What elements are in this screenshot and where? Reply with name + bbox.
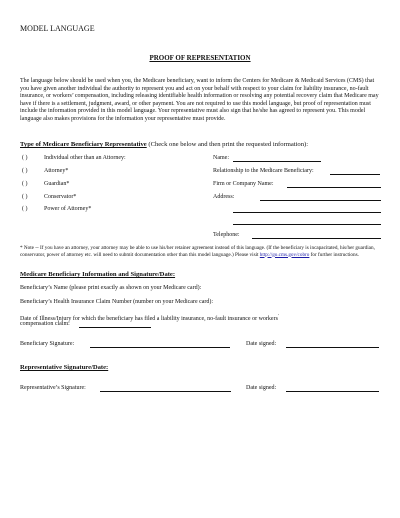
- address-field-line-3[interactable]: [233, 224, 381, 225]
- intro-paragraph: The language below should be used when you, the Medicare beneficiary, want to inform the Centers for Medicare & Medicaid Services (CMS) that you have given another individual the authority to represent you and act on your behalf with respect to your claim for liability insurance, no-fault insurance, or workers’ compensation, including releasing identifiable health information or resolving any potential recovery claim that Medicare may have if there is a settlement, judgment, award, or other payment. You are not required to use this model language, but proof of representation must include the information provided in this model language. Your representative must also sign that he/she has agreed to represent you. This model language also makes provisions for the information your representative must provide.: [20, 78, 379, 122]
- checkbox-guardian[interactable]: ( ): [22, 181, 28, 187]
- option-attorney: Attorney*: [44, 168, 69, 174]
- document-title: PROOF OF REPRESENTATION: [149, 54, 251, 62]
- representative-heading: Representative Signature/Date:: [20, 364, 109, 371]
- note-tail: for further instructions.: [309, 251, 359, 258]
- checkbox-attorney[interactable]: ( ): [22, 168, 28, 174]
- document-header: MODEL LANGUAGE: [20, 24, 95, 33]
- telephone-label: Telephone:: [213, 232, 240, 238]
- representative-date-field[interactable]: [286, 391, 379, 392]
- checkbox-power-of-attorney[interactable]: ( ): [22, 206, 28, 212]
- option-conservator: Conservator*: [44, 194, 77, 200]
- representative-signature-label: Representative’s Signature:: [20, 385, 86, 391]
- date-of-injury-field[interactable]: [79, 327, 151, 328]
- date-of-injury-text: Date of Illness/Injury for which the beneficiary has filed a liability insurance, no-fault insurance or workers: [20, 316, 278, 322]
- option-individual: Individual other than an Attorney:: [44, 155, 126, 161]
- name-field[interactable]: [233, 161, 321, 162]
- rep-type-heading: Type of Medicare Beneficiary Representative: [20, 141, 147, 148]
- address-label: Address:: [213, 194, 235, 200]
- checkbox-individual[interactable]: ( ): [22, 155, 28, 161]
- relationship-field[interactable]: [330, 174, 380, 175]
- attorney-note: [20, 245, 384, 258]
- name-label: Name:: [213, 155, 229, 161]
- address-field-line-1[interactable]: [260, 200, 381, 201]
- representative-signature-field[interactable]: [100, 391, 231, 392]
- telephone-field[interactable]: [252, 238, 381, 239]
- beneficiary-date-field[interactable]: [286, 347, 379, 348]
- beneficiary-signature-label: Beneficiary Signature:: [20, 341, 75, 347]
- date-of-injury-label-2: compensation claim:: [20, 321, 70, 327]
- option-guardian: Guardian*: [44, 181, 70, 187]
- beneficiary-section-heading: [20, 271, 175, 278]
- beneficiary-heading: Medicare Beneficiary Information and Signature/Date:: [20, 271, 176, 278]
- checkbox-conservator[interactable]: ( ): [22, 194, 28, 200]
- rep-type-instruction: (Check one below and then print the requested information):: [146, 141, 309, 148]
- note-text: * Note -- If you have an attorney, your attorney may be able to use his/her retainer agreement instead of this language. (If the beneficiary is incapacitated, his/her guardian, conservator, power of attorney etc. will need to submit documentation other than this model language.) Please visit: [20, 245, 375, 258]
- representative-date-label: Date signed:: [246, 385, 277, 391]
- option-power-of-attorney: Power of Attorney*: [44, 206, 92, 212]
- address-field-line-2[interactable]: [233, 212, 381, 213]
- firm-label: Firm or Company Name:: [213, 181, 274, 187]
- beneficiary-name-label: Beneficiary’s Name (please print exactly as shown on your Medicare card):: [20, 285, 202, 291]
- date-of-injury-sup: ’: [277, 313, 280, 318]
- cobro-link[interactable]: http://go.cms.gov/cobro: [259, 251, 310, 258]
- firm-field[interactable]: [287, 187, 381, 188]
- relationship-label: Relationship to the Medicare Beneficiary:: [213, 168, 314, 174]
- beneficiary-signature-field[interactable]: [90, 347, 230, 348]
- beneficiary-date-label: Date signed:: [246, 341, 277, 347]
- rep-type-section-heading: [20, 141, 308, 148]
- beneficiary-hicn-label: Beneficiary’s Health Insurance Claim Number (number on your Medicare card):: [20, 299, 214, 305]
- representative-section-heading: [20, 364, 108, 371]
